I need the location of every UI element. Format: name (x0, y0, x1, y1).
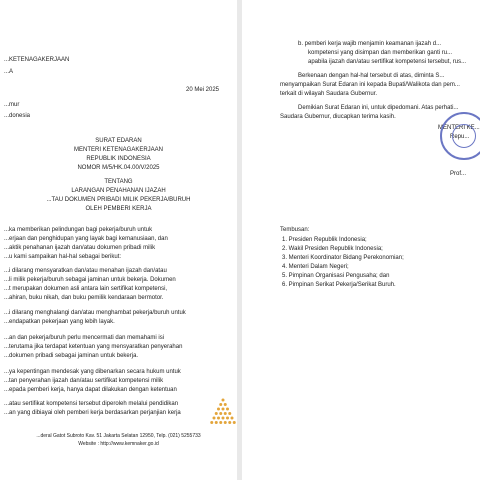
body-line: b. pemberi kerja wajib menjamin keamanan ijazah d... (298, 41, 442, 47)
cc-item: 2. Wakil Presiden Republik Indonesia; (282, 246, 383, 252)
cc-item: 4. Menteri Dalam Negeri; (282, 264, 349, 270)
body-line: ...terutama jika terdapat ketentuan yang mensyaratkan penyerahan (4, 344, 183, 350)
body-line: ...atau sertifikat kompetensi tersebut diperoleh melalui pendidikan (4, 401, 179, 407)
logo-dot (222, 417, 225, 420)
logo-dot (213, 417, 216, 420)
body-line: terkait di wilayah Saudara Gubernur. (280, 91, 378, 97)
footer-address: ...deral Gatot Subroto Kav. 51 Jakarta Selatan 12950, Telp. (021) 5255733 (36, 433, 201, 439)
official-seal-icon (440, 112, 480, 160)
body-line: ...erjaan dan penghidupan yang layak bagi kemanusiaan, dan (4, 236, 168, 242)
letter-date: 20 Mei 2025 (186, 87, 220, 93)
body-line: Demikian Surat Edaran ini, untuk dipedomani. Atas perhati... (298, 105, 459, 111)
signature-name: Prof... (450, 171, 467, 177)
logo-dot (222, 399, 225, 402)
title-line-4: NOMOR M/5/HK.04.00/V/2025 (77, 165, 160, 171)
body-line: menyampaikan Surat Edaran ini kepada Bupati/Walikota dan pem... (280, 82, 460, 88)
body-line: ...an dan pekerja/buruh perlu mencermati dan memahami isi (4, 335, 165, 341)
cc-item: 6. Pimpinan Serikat Pekerja/Serikat Buruh. (282, 282, 396, 288)
cc-item: 5. Pimpinan Organisasi Pengusaha; dan (282, 273, 390, 279)
signature-line-1: MENTERI KE... (438, 125, 480, 131)
title-line-1: SURAT EDARAN (95, 138, 142, 144)
recipient-line-2: ...donesia (4, 113, 31, 119)
footer-website: Website : http://www.kemnaker.go.id (78, 441, 159, 447)
body-line: ...u kami sampaikan hal-hal sebagai berikut: (4, 254, 122, 260)
body-line: ...ya kepentingan mendesak yang dibenarkan secara hukum untuk (4, 369, 181, 375)
logo-dot (231, 417, 234, 420)
logo-dot (219, 421, 222, 424)
body-line: Saudara Gubernur, diucapkan terima kasih. (280, 114, 396, 120)
subject-line-4: OLEH PEMBERI KERJA (85, 206, 152, 212)
body-line: ...endapatkan pekerjaan yang lebih layak. (4, 319, 115, 325)
body-line: ...ka memberikan pelindungan bagi pekerja/buruh untuk (4, 227, 153, 233)
logo-dot (217, 408, 220, 411)
body-line: ...tan penyerahan ijazah dan/atau sertifikat kompetensi milik (4, 378, 164, 384)
body-line: ...dokumen pribadi sebagai jaminan untuk bekerja. (4, 353, 139, 359)
title-line-2: MENTERI KETENAGAKERJAAN (73, 147, 163, 153)
body-line: apabila ijazah dan/atau sertifikat kompetensi tersebut, rus... (308, 59, 467, 65)
header-line-2: ...A (4, 69, 14, 75)
logo-dot (219, 412, 222, 415)
body-line: ...i dilarang mensyaratkan dan/atau menahan ijazah dan/atau (4, 268, 167, 274)
logo-dot (215, 421, 218, 424)
logo-dot (210, 421, 213, 424)
cc-heading: Tembusan: (280, 227, 310, 233)
left-page (0, 0, 237, 480)
logo-dot (233, 421, 236, 424)
subject-line-2: LARANGAN PENAHANAN IJAZAH (71, 188, 166, 194)
logo-dot (224, 403, 227, 406)
body-line: ...an yang dibiayai oleh pemberi kerja berdasarkan perjanjian kerja (4, 410, 181, 416)
body-line: ...li milik pekerja/buruh sebagai jaminan untuk bekerja. Dokumen (4, 277, 176, 283)
logo-dot (224, 412, 227, 415)
body-line: ...aktik penahanan ijazah dan/atau dokumen pribadi milik (4, 245, 156, 251)
recipient-line-1: ...mur (4, 102, 20, 108)
body-line: ...epada pemberi kerja, hanya dapat dilakukan dengan ketentuan (4, 387, 177, 393)
body-line: ...ahiran, buku nikah, dan buku pemilik kendaraan bermotor. (4, 295, 164, 301)
logo-dot (217, 417, 220, 420)
logo-dot (226, 408, 229, 411)
signature-line-2: Repu... (450, 134, 470, 140)
logo-dot (228, 412, 231, 415)
logo-dot (228, 421, 231, 424)
logo-dot (215, 412, 218, 415)
header-line-1: ...KETENAGAKERJAAN (4, 57, 70, 63)
cc-item: 1. Presiden Republik Indonesia; (282, 237, 367, 243)
body-line: ...i dilarang menghalangi dan/atau menghambat pekerja/buruh untuk (4, 310, 186, 316)
seal-inner-ring (452, 124, 476, 148)
ministry-logo-icon (208, 396, 237, 426)
body-line: kompetensi yang disimpan dan memberikan ganti ru... (308, 50, 453, 56)
cc-item: 3. Menteri Koordinator Bidang Perekonomian; (282, 255, 404, 261)
logo-dot (222, 408, 225, 411)
subject-line-1: TENTANG (104, 179, 133, 185)
logo-dot (224, 421, 227, 424)
logo-dot (219, 403, 222, 406)
right-page (242, 0, 480, 480)
body-line: ...t merupakan dokumen asli antara lain sertifikat kompetensi, (4, 286, 168, 292)
logo-dot (226, 417, 229, 420)
title-line-3: REPUBLIK INDONESIA (86, 156, 151, 162)
subject-line-3: ...TAU DOKUMEN PRIBADI MILIK PEKERJA/BURUH (46, 197, 191, 203)
body-line: Berkenaan dengan hal-hal tersebut di atas, diminta S... (298, 73, 445, 79)
